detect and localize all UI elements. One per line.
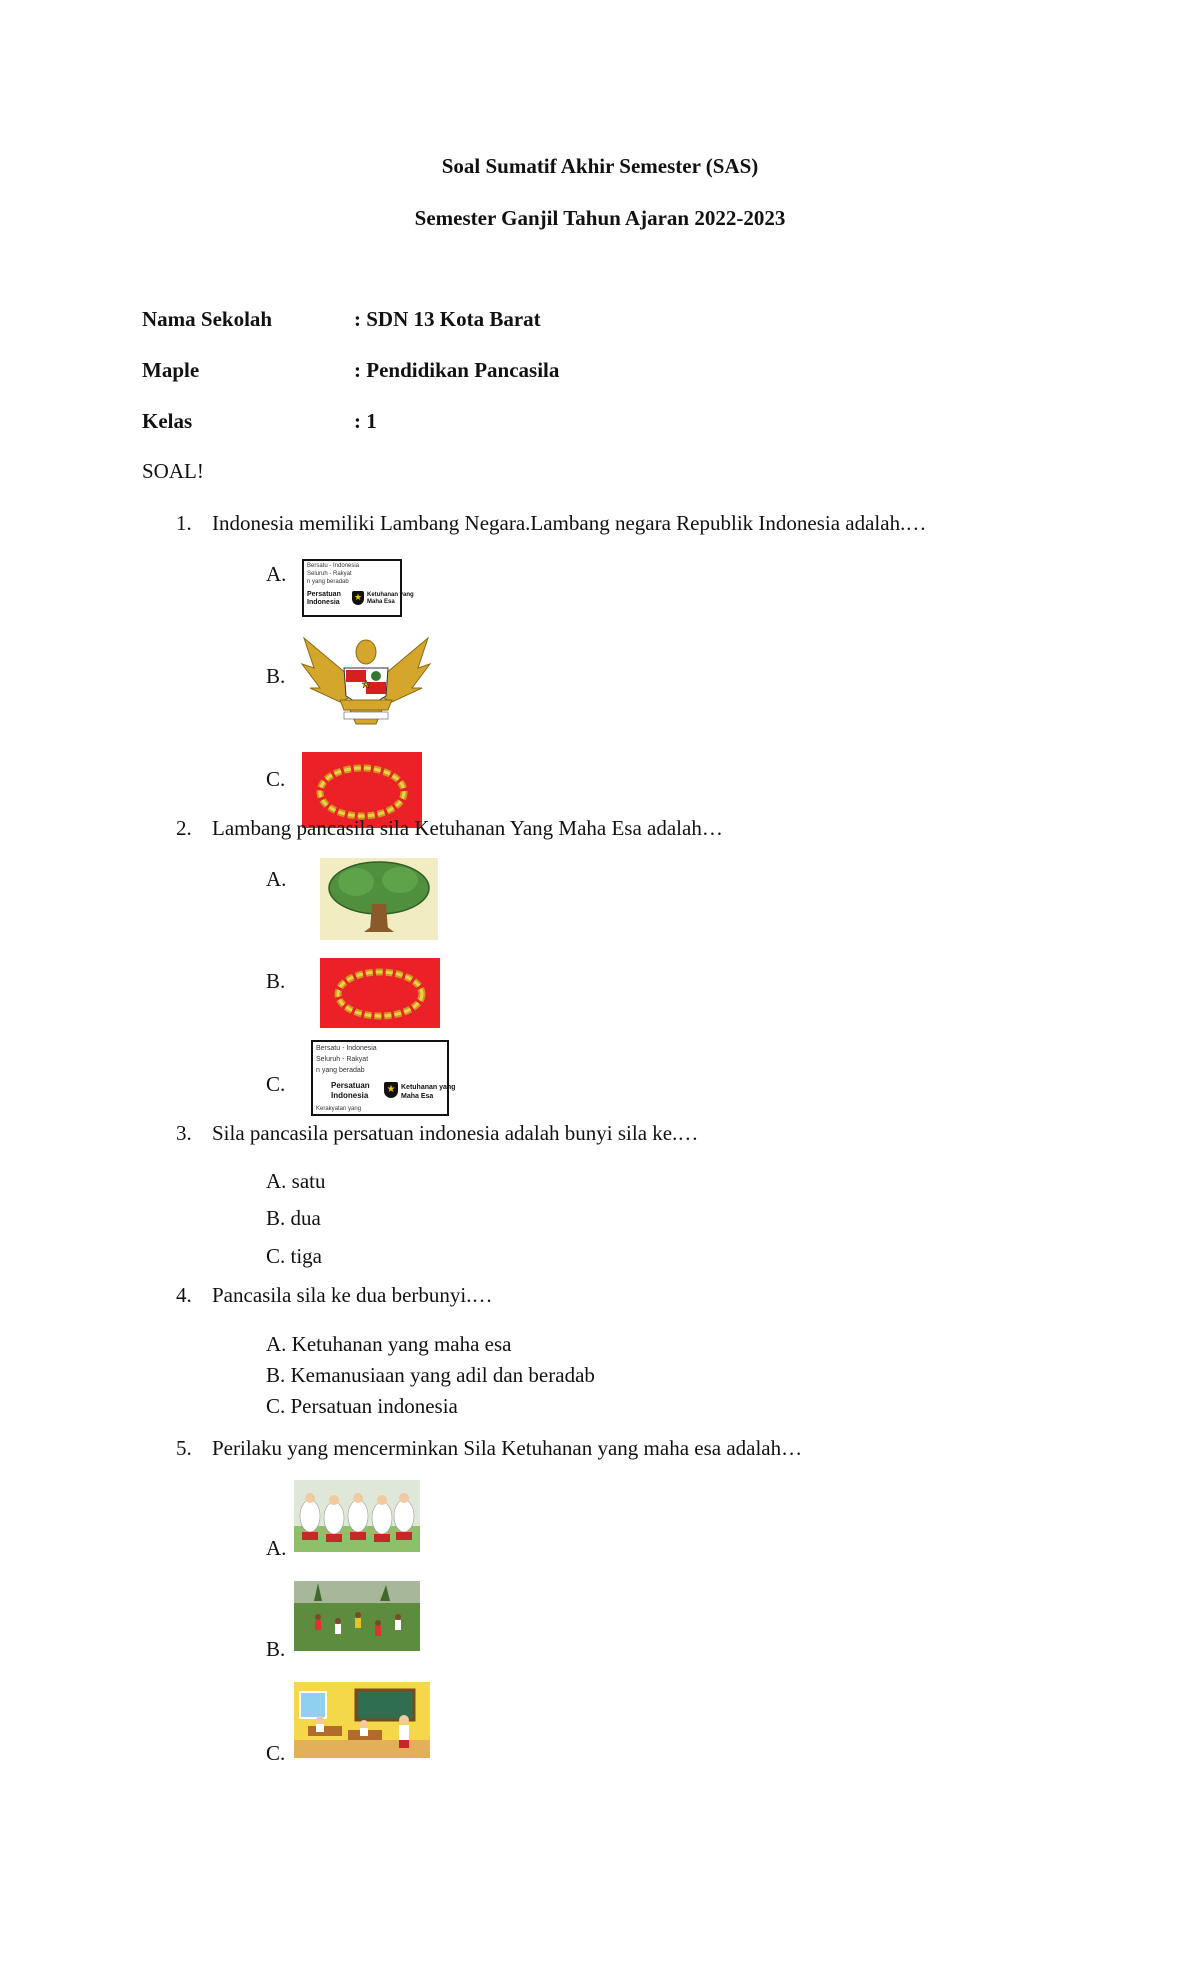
question-1-text: Indonesia memiliki Lambang Negara.Lambang negara Republik Indonesia adalah.… xyxy=(212,511,927,535)
question-1-number: 1. xyxy=(176,511,192,535)
classroom-children-image xyxy=(294,1682,430,1758)
question-4-option-c: C. Persatuan indonesia xyxy=(266,1394,458,1418)
info-value-subject: : Pendidikan Pancasila xyxy=(354,358,560,382)
pancasila-card-image: Bersatu - Indonesia Seluruh - Rakyat n yang beradab Persatuan Indonesia ★ Ketuhanan yang Maha Esa xyxy=(302,559,402,617)
question-1-option-c-letter: C. xyxy=(266,767,286,791)
question-3-option-c: C. tiga xyxy=(266,1244,322,1268)
question-5-option-c-letter: C. xyxy=(266,1741,286,1765)
star-shield-icon: ★ xyxy=(352,591,364,605)
question-4-number: 4. xyxy=(176,1283,192,1307)
question-5-number: 5. xyxy=(176,1436,192,1460)
question-2-number: 2. xyxy=(176,816,192,840)
info-label-subject: Maple xyxy=(142,358,200,382)
question-3-text: Sila pancasila persatuan indonesia adalah bunyi sila ke.… xyxy=(212,1121,699,1145)
garuda-pancasila-image xyxy=(300,630,432,726)
question-3-number: 3. xyxy=(176,1121,192,1145)
pancasila-card-image: Bersatu - Indonesia Seluruh - Rakyat n yang beradab Persatuan Indonesia ★ Ketuhanan yang Maha Esa Kerakyatan yang xyxy=(311,1040,449,1116)
question-5-option-a-letter: A. xyxy=(266,1536,287,1560)
question-2-option-a-letter: A. xyxy=(266,867,287,891)
question-4-option-a: A. Ketuhanan yang maha esa xyxy=(266,1332,512,1356)
soal-heading: SOAL! xyxy=(142,459,204,483)
question-4-text: Pancasila sila ke dua berbunyi.… xyxy=(212,1283,493,1307)
question-2-option-b-letter: B. xyxy=(266,969,286,993)
question-2-option-c-letter: C. xyxy=(266,1072,286,1096)
question-1-option-b-letter: B. xyxy=(266,664,286,688)
chain-symbol-image xyxy=(320,958,440,1028)
question-1-option-a-letter: A. xyxy=(266,562,287,586)
info-value-school: : SDN 13 Kota Barat xyxy=(354,307,541,331)
question-3-option-b: B. dua xyxy=(266,1206,321,1230)
banyan-tree-image xyxy=(320,858,438,940)
info-value-class: : 1 xyxy=(354,409,377,433)
question-5-option-b-letter: B. xyxy=(266,1637,286,1661)
children-praying-image xyxy=(294,1480,420,1552)
document-title: Soal Sumatif Akhir Semester (SAS) xyxy=(441,154,759,178)
question-2-text: Lambang pancasila sila Ketuhanan Yang Maha Esa adalah… xyxy=(212,816,723,840)
info-label-school: Nama Sekolah xyxy=(142,307,273,331)
document-subtitle: Semester Ganjil Tahun Ajaran 2022-2023 xyxy=(414,206,786,230)
children-playing-field-image xyxy=(294,1581,420,1651)
info-label-class: Kelas xyxy=(142,409,193,433)
star-shield-icon: ★ xyxy=(384,1082,398,1098)
question-4-option-b: B. Kemanusiaan yang adil dan beradab xyxy=(266,1363,595,1387)
question-5-text: Perilaku yang mencerminkan Sila Ketuhanan yang maha esa adalah… xyxy=(212,1436,803,1460)
question-3-option-a: A. satu xyxy=(266,1169,326,1193)
